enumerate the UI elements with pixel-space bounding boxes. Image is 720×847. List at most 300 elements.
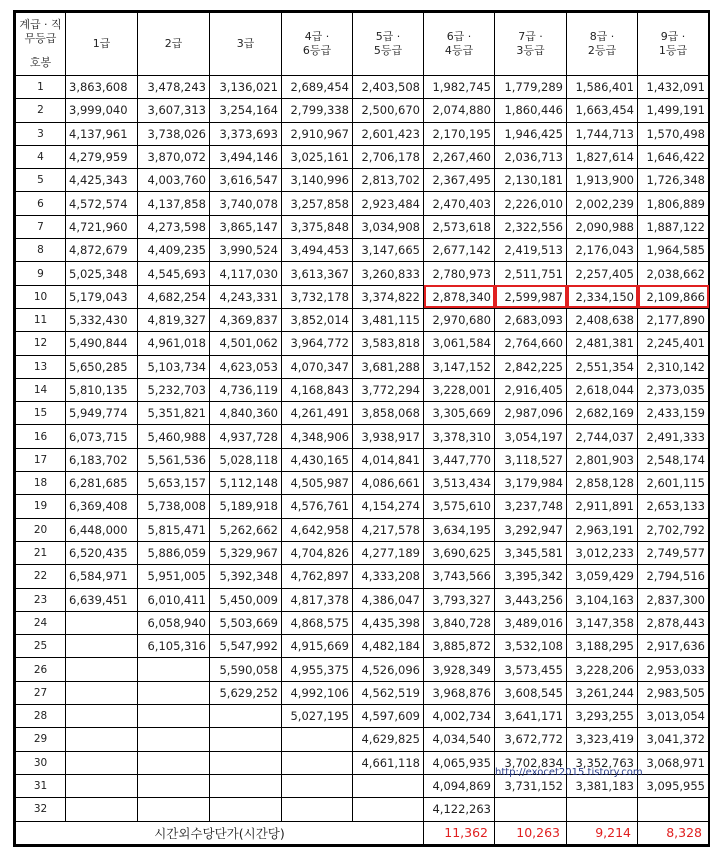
salary-cell: 4,505,987: [282, 472, 353, 495]
salary-cell: 3,681,288: [353, 355, 424, 378]
salary-cell: 4,369,837: [210, 308, 282, 331]
salary-cell: 2,551,354: [567, 355, 638, 378]
salary-cell: 3,140,996: [282, 169, 353, 192]
salary-cell: 1,726,348: [638, 169, 709, 192]
salary-cell: 3,136,021: [210, 76, 282, 99]
salary-cell: 4,333,208: [353, 565, 424, 588]
salary-cell: 2,408,638: [567, 308, 638, 331]
salary-cell: 5,351,821: [138, 402, 210, 425]
salary-cell: 4,482,184: [353, 635, 424, 658]
salary-cell: 5,949,774: [66, 402, 138, 425]
salary-cell: 6,183,702: [66, 448, 138, 471]
table-row: [16, 239, 709, 262]
step-number: 20: [16, 518, 66, 541]
table-row: [16, 518, 709, 541]
salary-cell: 3,478,243: [138, 76, 210, 99]
salary-cell: 6,073,715: [66, 425, 138, 448]
salary-cell: 2,481,381: [567, 332, 638, 355]
salary-cell: 2,677,142: [424, 239, 495, 262]
salary-cell: 3,381,183: [567, 774, 638, 797]
step-number: 6: [16, 192, 66, 215]
table-row: [16, 169, 709, 192]
salary-cell: 3,738,026: [138, 122, 210, 145]
table-row: [16, 215, 709, 238]
salary-cell: 2,813,702: [353, 169, 424, 192]
salary-cell: [138, 728, 210, 751]
salary-cell: 4,122,263: [424, 798, 495, 821]
grade-header-line: 6등급: [302, 44, 332, 57]
salary-cell: 2,511,751: [495, 262, 567, 285]
salary-cell: 3,690,625: [424, 541, 495, 564]
table-row: [16, 448, 709, 471]
salary-cell: 3,740,078: [210, 192, 282, 215]
salary-cell: 6,448,000: [66, 518, 138, 541]
overtime-rate-8-grade: 9,214: [567, 821, 638, 844]
salary-cell: 4,279,959: [66, 145, 138, 168]
salary-cell: 3,292,947: [495, 518, 567, 541]
salary-cell: 3,885,872: [424, 635, 495, 658]
salary-cell: 3,147,358: [567, 611, 638, 634]
salary-cell: 4,277,189: [353, 541, 424, 564]
salary-cell: 4,576,761: [282, 495, 353, 518]
overtime-rate-7-grade: 10,263: [495, 821, 567, 844]
step-number: 3: [16, 122, 66, 145]
step-number: 28: [16, 705, 66, 728]
step-number: 32: [16, 798, 66, 821]
salary-cell: 6,520,435: [66, 541, 138, 564]
salary-cell: 4,526,096: [353, 658, 424, 681]
step-number: 18: [16, 472, 66, 495]
grade-header-line: 4급 ·: [304, 30, 330, 43]
salary-cell: 3,013,054: [638, 705, 709, 728]
salary-cell: 3,025,161: [282, 145, 353, 168]
salary-cell: 4,629,825: [353, 728, 424, 751]
salary-cell: 3,147,152: [424, 355, 495, 378]
salary-cell: [210, 798, 282, 821]
salary-cell: [138, 751, 210, 774]
salary-cell: 5,650,285: [66, 355, 138, 378]
salary-cell: 2,038,662: [638, 262, 709, 285]
step-number: 4: [16, 145, 66, 168]
salary-cell: 5,179,043: [66, 285, 138, 308]
salary-cell: 5,547,992: [210, 635, 282, 658]
salary-cell: 5,503,669: [210, 611, 282, 634]
salary-cell: 4,386,047: [353, 588, 424, 611]
salary-cell: 4,682,254: [138, 285, 210, 308]
salary-cell: 3,968,876: [424, 681, 495, 704]
salary-cell: 3,990,524: [210, 239, 282, 262]
salary-cell: 5,329,967: [210, 541, 282, 564]
salary-cell: 3,068,971: [638, 751, 709, 774]
salary-cell: 2,470,403: [424, 192, 495, 215]
grade-header-line: 6급 ·: [446, 30, 472, 43]
step-number: 5: [16, 169, 66, 192]
salary-cell: 4,094,869: [424, 774, 495, 797]
salary-cell: 1,827,614: [567, 145, 638, 168]
salary-cell: 5,103,734: [138, 355, 210, 378]
salary-cell: 2,109,866: [638, 285, 709, 308]
salary-cell: 2,916,405: [495, 378, 567, 401]
table-row: [16, 658, 709, 681]
salary-cell: 2,601,423: [353, 122, 424, 145]
salary-cell: 3,254,164: [210, 99, 282, 122]
salary-cell: 2,653,133: [638, 495, 709, 518]
salary-cell: 1,663,454: [567, 99, 638, 122]
salary-cell: 5,450,009: [210, 588, 282, 611]
salary-cell: 2,548,174: [638, 448, 709, 471]
salary-cell: 2,573,618: [424, 215, 495, 238]
step-number: 2: [16, 99, 66, 122]
salary-cell: 4,597,609: [353, 705, 424, 728]
salary-cell: 3,375,848: [282, 215, 353, 238]
salary-cell: 3,237,748: [495, 495, 567, 518]
grade-header-line: 4등급: [444, 44, 474, 57]
salary-cell: 3,118,527: [495, 448, 567, 471]
salary-cell: 3,374,822: [353, 285, 424, 308]
table-row: [16, 565, 709, 588]
step-number: 16: [16, 425, 66, 448]
step-number: 15: [16, 402, 66, 425]
salary-cell: 3,395,342: [495, 565, 567, 588]
table-row: [16, 798, 709, 821]
salary-cell: 3,447,770: [424, 448, 495, 471]
salary-cell: 2,963,191: [567, 518, 638, 541]
salary-cell: 3,059,429: [567, 565, 638, 588]
salary-cell: 3,613,367: [282, 262, 353, 285]
salary-cell: [353, 774, 424, 797]
salary-cell: 4,137,961: [66, 122, 138, 145]
grade-header-line: 5급 ·: [375, 30, 401, 43]
salary-cell: 5,332,430: [66, 308, 138, 331]
salary-cell: 2,245,401: [638, 332, 709, 355]
salary-cell: 2,842,225: [495, 355, 567, 378]
salary-cell: 4,955,375: [282, 658, 353, 681]
salary-cell: 3,964,772: [282, 332, 353, 355]
step-number: 1: [16, 76, 66, 99]
salary-cell: 3,104,163: [567, 588, 638, 611]
salary-cell: 3,481,115: [353, 308, 424, 331]
salary-cell: 4,868,575: [282, 611, 353, 634]
salary-cell: 4,736,119: [210, 378, 282, 401]
salary-cell: 5,561,536: [138, 448, 210, 471]
salary-cell: [66, 774, 138, 797]
grade-header-line: 3급: [236, 37, 255, 50]
table-row: [16, 705, 709, 728]
salary-cell: 4,070,347: [282, 355, 353, 378]
salary-cell: 6,105,316: [138, 635, 210, 658]
grade-header-line: 3등급: [516, 44, 545, 57]
salary-cell: 2,403,508: [353, 76, 424, 99]
salary-cell: 4,721,960: [66, 215, 138, 238]
salary-cell: 3,641,171: [495, 705, 567, 728]
salary-cell: 4,430,165: [282, 448, 353, 471]
salary-cell: 2,987,096: [495, 402, 567, 425]
salary-cell: 2,764,660: [495, 332, 567, 355]
grade-header-line: 8급 ·: [589, 30, 615, 43]
header-row: [16, 13, 709, 76]
salary-cell: 4,034,540: [424, 728, 495, 751]
salary-cell: 4,545,693: [138, 262, 210, 285]
salary-cell: 4,762,897: [282, 565, 353, 588]
table-row: [16, 541, 709, 564]
salary-cell: 5,262,662: [210, 518, 282, 541]
header-line-1: 계급 · 직: [19, 18, 62, 31]
salary-cell: 3,863,608: [66, 76, 138, 99]
salary-cell: 4,168,843: [282, 378, 353, 401]
salary-cell: [210, 774, 282, 797]
header-line-2: 무등급: [24, 32, 57, 45]
salary-cell: 3,772,294: [353, 378, 424, 401]
salary-cell: 2,801,903: [567, 448, 638, 471]
salary-cell: 3,305,669: [424, 402, 495, 425]
salary-cell: 2,970,680: [424, 308, 495, 331]
grade-step-header: [16, 13, 66, 76]
table-row: [16, 355, 709, 378]
step-number: 29: [16, 728, 66, 751]
salary-cell: 3,293,255: [567, 705, 638, 728]
salary-cell: 4,348,906: [282, 425, 353, 448]
grade-header: [282, 13, 353, 76]
salary-cell: 2,074,880: [424, 99, 495, 122]
salary-cell: [138, 658, 210, 681]
salary-cell: [66, 635, 138, 658]
salary-cell: [282, 774, 353, 797]
salary-cell: 2,702,792: [638, 518, 709, 541]
salary-cell: 2,911,891: [567, 495, 638, 518]
salary-cell: 2,601,115: [638, 472, 709, 495]
salary-cell: [353, 798, 424, 821]
salary-cell: 5,590,058: [210, 658, 282, 681]
salary-cell: 4,661,118: [353, 751, 424, 774]
salary-cell: [495, 798, 567, 821]
salary-cell: 3,188,295: [567, 635, 638, 658]
step-number: 13: [16, 355, 66, 378]
salary-cell: 3,494,453: [282, 239, 353, 262]
salary-cell: 3,575,610: [424, 495, 495, 518]
salary-cell: 1,913,900: [567, 169, 638, 192]
salary-cell: 3,345,581: [495, 541, 567, 564]
salary-cell: 2,170,195: [424, 122, 495, 145]
salary-cell: 3,607,313: [138, 99, 210, 122]
salary-cell: [210, 751, 282, 774]
salary-cell: 5,653,157: [138, 472, 210, 495]
salary-cell: 5,027,195: [282, 705, 353, 728]
salary-cell: 5,815,471: [138, 518, 210, 541]
salary-cell: 2,780,973: [424, 262, 495, 285]
salary-cell: 1,570,498: [638, 122, 709, 145]
salary-cell: 6,058,940: [138, 611, 210, 634]
salary-cell: 3,852,014: [282, 308, 353, 331]
overtime-rate-9-grade: 8,328: [638, 821, 709, 844]
salary-cell: 4,992,106: [282, 681, 353, 704]
salary-cell: 2,953,033: [638, 658, 709, 681]
salary-cell: [138, 798, 210, 821]
step-number: 31: [16, 774, 66, 797]
step-number: 12: [16, 332, 66, 355]
salary-cell: 4,425,343: [66, 169, 138, 192]
salary-cell: 2,983,505: [638, 681, 709, 704]
salary-cell: 6,010,411: [138, 588, 210, 611]
salary-cell: 3,228,206: [567, 658, 638, 681]
table-row: [16, 378, 709, 401]
salary-cell: 4,817,378: [282, 588, 353, 611]
salary-cell: 1,806,889: [638, 192, 709, 215]
salary-cell: 4,937,728: [210, 425, 282, 448]
step-number: 26: [16, 658, 66, 681]
salary-cell: [210, 728, 282, 751]
salary-cell: 2,858,128: [567, 472, 638, 495]
salary-cell: 3,532,108: [495, 635, 567, 658]
salary-cell: [66, 798, 138, 821]
salary-cell: [210, 705, 282, 728]
salary-cell: 2,090,988: [567, 215, 638, 238]
table-row: [16, 262, 709, 285]
salary-cell: 4,961,018: [138, 332, 210, 355]
grade-header-line: 7급 ·: [518, 30, 543, 43]
salary-cell: 6,281,685: [66, 472, 138, 495]
salary-cell: 5,392,348: [210, 565, 282, 588]
salary-cell: 4,243,331: [210, 285, 282, 308]
table-row: [16, 285, 709, 308]
salary-cell: [282, 751, 353, 774]
header-line-3: 호봉: [29, 56, 52, 69]
salary-cell: 6,369,408: [66, 495, 138, 518]
salary-cell: 3,672,772: [495, 728, 567, 751]
salary-cell: 2,334,150: [567, 285, 638, 308]
salary-cell: 5,951,005: [138, 565, 210, 588]
salary-cell: 2,794,516: [638, 565, 709, 588]
salary-cell: 4,117,030: [210, 262, 282, 285]
table-row: [16, 122, 709, 145]
salary-cell: 5,629,252: [210, 681, 282, 704]
salary-cell: 4,014,841: [353, 448, 424, 471]
grade-header-line: 1등급: [658, 44, 688, 57]
salary-cell: 3,616,547: [210, 169, 282, 192]
step-number: 10: [16, 285, 66, 308]
salary-cell: 4,409,235: [138, 239, 210, 262]
grade-header: [353, 13, 424, 76]
step-number: 24: [16, 611, 66, 634]
salary-cell: 4,273,598: [138, 215, 210, 238]
salary-cell: 4,623,053: [210, 355, 282, 378]
salary-cell: 1,432,091: [638, 76, 709, 99]
salary-cell: 3,928,349: [424, 658, 495, 681]
salary-cell: 2,130,181: [495, 169, 567, 192]
overtime-rate-6-grade: 11,362: [424, 821, 495, 844]
salary-cell: 2,322,556: [495, 215, 567, 238]
salary-cell: 2,910,967: [282, 122, 353, 145]
step-number: 30: [16, 751, 66, 774]
salary-cell: 1,586,401: [567, 76, 638, 99]
salary-cell: 3,870,072: [138, 145, 210, 168]
salary-cell: 2,036,713: [495, 145, 567, 168]
salary-cell: 4,435,398: [353, 611, 424, 634]
table-row: [16, 99, 709, 122]
pay-scale-table: [13, 10, 710, 847]
salary-cell: 4,137,858: [138, 192, 210, 215]
table-row: [16, 402, 709, 425]
salary-cell: 3,865,147: [210, 215, 282, 238]
salary-cell: [138, 705, 210, 728]
salary-cell: 2,682,169: [567, 402, 638, 425]
salary-cell: [66, 658, 138, 681]
salary-cell: 2,267,460: [424, 145, 495, 168]
table-row: [16, 728, 709, 751]
salary-cell: 4,501,062: [210, 332, 282, 355]
salary-cell: 4,642,958: [282, 518, 353, 541]
salary-cell: 4,065,935: [424, 751, 495, 774]
salary-cell: 2,491,333: [638, 425, 709, 448]
salary-cell: 2,923,484: [353, 192, 424, 215]
salary-cell: 2,744,037: [567, 425, 638, 448]
salary-cell: 1,964,585: [638, 239, 709, 262]
salary-cell: 5,028,118: [210, 448, 282, 471]
salary-cell: 3,513,434: [424, 472, 495, 495]
salary-cell: 4,915,669: [282, 635, 353, 658]
salary-cell: [567, 798, 638, 821]
salary-cell: 4,572,574: [66, 192, 138, 215]
salary-cell: 5,886,059: [138, 541, 210, 564]
salary-cell: 3,228,001: [424, 378, 495, 401]
step-number: 21: [16, 541, 66, 564]
salary-cell: 3,494,146: [210, 145, 282, 168]
table-row: [16, 192, 709, 215]
grade-header-line: 2등급: [587, 44, 617, 57]
salary-cell: 4,261,491: [282, 402, 353, 425]
salary-cell: 3,378,310: [424, 425, 495, 448]
salary-cell: 3,731,152: [495, 774, 567, 797]
salary-cell: 3,095,955: [638, 774, 709, 797]
grade-header-line: 2급: [164, 37, 183, 50]
salary-cell: 3,352,763: [567, 751, 638, 774]
salary-cell: 1,646,422: [638, 145, 709, 168]
table-row: [16, 495, 709, 518]
salary-cell: 4,872,679: [66, 239, 138, 262]
step-number: 27: [16, 681, 66, 704]
salary-cell: 3,702,834: [495, 751, 567, 774]
salary-cell: 5,189,918: [210, 495, 282, 518]
salary-cell: 2,500,670: [353, 99, 424, 122]
salary-cell: 3,583,818: [353, 332, 424, 355]
salary-cell: 2,310,142: [638, 355, 709, 378]
step-number: 8: [16, 239, 66, 262]
salary-cell: 4,704,826: [282, 541, 353, 564]
salary-cell: 3,261,244: [567, 681, 638, 704]
salary-cell: 2,799,338: [282, 99, 353, 122]
salary-cell: 4,003,760: [138, 169, 210, 192]
salary-cell: 6,639,451: [66, 588, 138, 611]
salary-cell: 2,176,043: [567, 239, 638, 262]
salary-cell: 5,460,988: [138, 425, 210, 448]
salary-cell: 2,419,513: [495, 239, 567, 262]
salary-cell: 1,779,289: [495, 76, 567, 99]
salary-cell: [138, 681, 210, 704]
salary-cell: 5,025,348: [66, 262, 138, 285]
salary-cell: 2,878,340: [424, 285, 495, 308]
salary-cell: 1,744,713: [567, 122, 638, 145]
salary-cell: 1,499,191: [638, 99, 709, 122]
salary-cell: [66, 681, 138, 704]
table-row: [16, 76, 709, 99]
salary-cell: 4,217,578: [353, 518, 424, 541]
table-row: [16, 332, 709, 355]
salary-cell: [282, 728, 353, 751]
salary-cell: 3,743,566: [424, 565, 495, 588]
grade-header-line: 1급: [92, 37, 111, 50]
salary-cell: 3,732,178: [282, 285, 353, 308]
salary-cell: [66, 705, 138, 728]
salary-cell: 2,433,159: [638, 402, 709, 425]
